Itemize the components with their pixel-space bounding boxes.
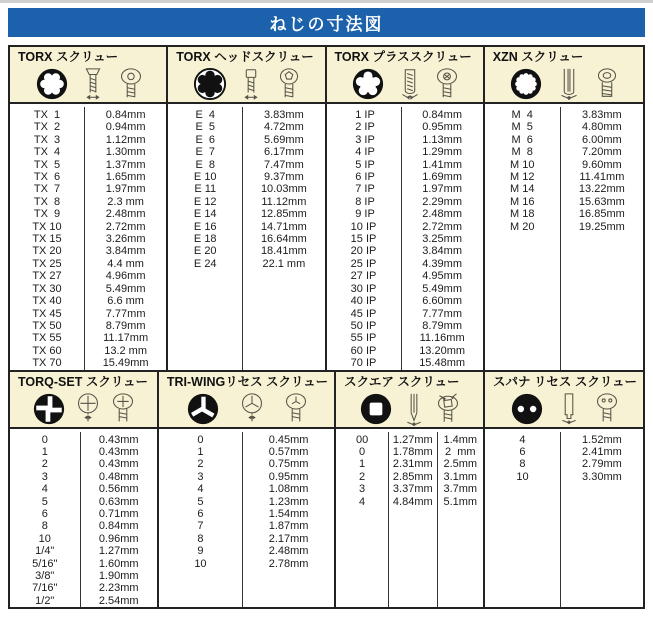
- value-cell: 3.30mm: [582, 470, 622, 483]
- value-cell: 3.37mm: [392, 483, 433, 496]
- value-cell: 3.84mm: [105, 245, 146, 258]
- panel-title: TORX スクリュー: [18, 50, 119, 64]
- value-cell: 0.84mm: [422, 109, 462, 121]
- size-cell: TX 30: [32, 282, 62, 295]
- panel-title: TORX プラススクリュー: [334, 50, 472, 64]
- size-cell: TX 3: [33, 133, 61, 146]
- value-cell: 0.84mm: [105, 109, 146, 121]
- value-cell: 4.84mm: [392, 495, 433, 508]
- panel-square-screw: [336, 372, 485, 608]
- panel-title: スクエア スクリュー: [344, 374, 460, 389]
- size-cell: 1: [359, 458, 366, 471]
- size-cell: 10: [516, 470, 529, 483]
- size-cell: TX 20: [32, 245, 62, 258]
- size-cell: 10: [38, 532, 51, 545]
- panel-title: スパナ リセス スクリュー: [493, 374, 637, 389]
- panel-header: [485, 47, 643, 104]
- size-table-torq-set: [10, 429, 157, 608]
- size-column: [327, 107, 402, 370]
- size-table-torx-plus: [327, 104, 483, 370]
- size-cell: TX 50: [32, 319, 62, 332]
- panel-header: [159, 372, 334, 429]
- value-cell: 5.1mm: [443, 495, 478, 508]
- screw-side-view-icon: [240, 66, 262, 102]
- value-cell: 0.45mm: [268, 433, 309, 446]
- value-cell: 3.26mm: [105, 233, 146, 246]
- value-cell: 2.41mm: [582, 445, 622, 458]
- size-cell: E 18: [193, 233, 217, 246]
- size-cell: TX 60: [32, 344, 62, 357]
- size-cell: M 12: [509, 171, 535, 184]
- size-column: [168, 107, 243, 370]
- torx-plus-recess-icon: [351, 67, 385, 101]
- panel-header: [10, 372, 157, 429]
- screw-side-view-icon: [559, 391, 579, 427]
- size-cell: 9: [197, 545, 204, 558]
- size-cell: 1/4": [35, 545, 55, 558]
- size-cell: E 11: [194, 183, 217, 196]
- size-table-torx: [10, 104, 166, 370]
- value-cell: 0.95mm: [422, 121, 462, 134]
- value-cell: 2.23mm: [98, 582, 139, 595]
- panel-title: TRI-WINGリセス スクリュー: [166, 374, 329, 389]
- size-cell: E 16: [193, 220, 217, 233]
- size-cell: M 6: [511, 133, 533, 146]
- size-cell: 6: [519, 445, 526, 458]
- value-cell: 1.54mm: [268, 507, 309, 520]
- value-cell: 0.84mm: [98, 520, 139, 533]
- value-column: [438, 432, 484, 608]
- value-cell: 1.23mm: [268, 495, 309, 508]
- size-cell: TX 6: [33, 171, 61, 184]
- value-column: [561, 107, 643, 370]
- size-cell: M 16: [509, 195, 535, 208]
- size-cell: 0: [197, 433, 204, 446]
- size-cell: 3: [41, 470, 48, 483]
- value-cell: 3.25mm: [422, 233, 462, 246]
- panel-torx-head-screw: [168, 47, 326, 370]
- value-cell: 0.95mm: [268, 470, 309, 483]
- size-cell: TX 7: [33, 183, 61, 196]
- value-cell: 7.20mm: [581, 146, 622, 159]
- size-cell: TX 5: [33, 158, 61, 171]
- value-cell: 7.77mm: [422, 307, 462, 320]
- value-cell: 6.60mm: [422, 295, 462, 308]
- value-cell: 6.17mm: [264, 146, 304, 159]
- panel-header: [10, 47, 166, 104]
- value-cell: 1.27mm: [98, 545, 139, 558]
- size-cell: 1/2": [35, 594, 55, 607]
- panel-tri-wing-screw: [159, 372, 336, 608]
- value-cell: 1.97mm: [105, 183, 146, 196]
- size-cell: E 24: [193, 257, 217, 270]
- value-cell: 3.1mm: [443, 470, 478, 483]
- value-cell: 1.90mm: [98, 570, 139, 582]
- value-cell: 2.29mm: [422, 195, 462, 208]
- value-cell: 2.5mm: [443, 458, 478, 471]
- value-cell: 4.96mm: [105, 270, 146, 283]
- value-cell: 1.29mm: [422, 146, 462, 159]
- size-cell: M 14: [509, 183, 535, 196]
- size-cell: M 8: [511, 146, 533, 159]
- xzn-spline-icon: [509, 67, 543, 101]
- value-cell: 13.2 mm: [104, 344, 148, 357]
- value-cell: 11.16mm: [419, 332, 465, 345]
- value-cell: 2.72mm: [422, 220, 462, 233]
- value-cell: 6.00mm: [581, 133, 622, 146]
- size-column: [10, 432, 81, 608]
- size-cell: 0: [359, 445, 366, 458]
- size-column: [159, 432, 243, 608]
- size-column: [485, 432, 561, 608]
- size-cell: 45 IP: [350, 307, 377, 320]
- value-cell: 2.17mm: [268, 532, 309, 545]
- size-table-spanner: [485, 429, 643, 608]
- panel-spanner-screw: [485, 372, 643, 608]
- value-cell: 1.30mm: [105, 146, 146, 159]
- size-cell: 10 IP: [350, 220, 377, 233]
- size-cell: M 10: [509, 158, 535, 171]
- panel-torx-screw: [10, 47, 168, 370]
- value-cell: 7.77mm: [105, 307, 146, 320]
- value-cell: 1.69mm: [422, 171, 462, 184]
- value-cell: 1.52mm: [582, 433, 622, 446]
- size-cell: 30 IP: [350, 282, 377, 295]
- page-title: ねじの寸法図: [8, 8, 645, 37]
- size-cell: 70 IP: [350, 357, 377, 370]
- size-cell: 55 IP: [350, 332, 377, 345]
- size-cell: E 12: [193, 195, 217, 208]
- size-cell: 10: [194, 557, 207, 570]
- size-column: [10, 107, 85, 370]
- panel-header: [336, 372, 483, 429]
- table-row-top: [10, 47, 643, 372]
- size-cell: M 18: [509, 208, 535, 221]
- value-column: [389, 432, 437, 608]
- size-cell: TX 15: [32, 233, 62, 246]
- value-cell: 11.17mm: [103, 332, 149, 345]
- panel-icon-row: [18, 65, 160, 103]
- value-cell: 1.41mm: [422, 158, 462, 171]
- size-cell: 5 IP: [352, 158, 375, 171]
- screw-side-view-icon: [557, 66, 581, 102]
- value-cell: 10.03mm: [260, 183, 307, 196]
- torq-set-recess-icon: [32, 392, 66, 426]
- value-cell: 2.48mm: [268, 545, 309, 558]
- size-cell: 4: [519, 433, 526, 446]
- value-column: [81, 432, 157, 608]
- size-cell: 7/16": [32, 582, 58, 595]
- value-cell: 0.63mm: [98, 495, 139, 508]
- value-cell: 4.95mm: [422, 270, 462, 283]
- value-cell: 15.63mm: [578, 195, 625, 208]
- panel-icon-row: [493, 390, 637, 428]
- panel-header: [327, 47, 483, 104]
- screw-side-view-icon: [399, 66, 421, 102]
- value-cell: 3.83mm: [264, 109, 304, 121]
- value-cell: 3.83mm: [581, 109, 622, 121]
- size-cell: 2: [197, 458, 204, 471]
- value-cell: 0.43mm: [98, 433, 139, 446]
- size-cell: 3: [359, 483, 366, 496]
- value-cell: 5.49mm: [422, 282, 462, 295]
- size-cell: 6 IP: [352, 171, 375, 184]
- size-cell: TX 55: [32, 332, 62, 345]
- value-cell: 13.20mm: [419, 344, 466, 357]
- size-cell: E 8: [195, 158, 216, 171]
- value-cell: 9.60mm: [581, 158, 622, 171]
- square-recess-icon: [359, 392, 393, 426]
- value-cell: 19.25mm: [578, 220, 625, 233]
- value-cell: 3.7mm: [443, 483, 478, 496]
- size-cell: 2 IP: [352, 121, 375, 134]
- size-cell: 4: [197, 483, 204, 496]
- value-cell: 1.60mm: [98, 557, 139, 570]
- value-cell: 11.41mm: [579, 171, 625, 184]
- size-cell: 2: [41, 458, 48, 471]
- screw-top-view-icon: [434, 66, 460, 102]
- value-cell: 2.79mm: [582, 458, 622, 471]
- size-table-xzn: [485, 104, 643, 370]
- panel-icon-row: [18, 390, 151, 428]
- size-cell: E 10: [193, 171, 217, 184]
- size-cell: 4: [359, 495, 366, 508]
- size-cell: 8 IP: [352, 195, 375, 208]
- value-cell: 4.80mm: [581, 121, 622, 134]
- size-cell: E 6: [195, 133, 216, 146]
- value-column: [85, 107, 166, 370]
- screw-top-view-icon: [434, 391, 462, 427]
- size-cell: 9 IP: [352, 208, 375, 221]
- panel-header: [168, 47, 324, 104]
- panel-header: [485, 372, 643, 429]
- size-cell: 5: [197, 495, 204, 508]
- value-cell: 4.39mm: [422, 257, 462, 270]
- size-cell: 60 IP: [350, 344, 377, 357]
- size-cell: 4: [41, 483, 48, 496]
- value-cell: 1.37mm: [105, 158, 146, 171]
- value-cell: 0.75mm: [268, 458, 309, 471]
- value-column: [243, 432, 334, 608]
- value-cell: 22.1 mm: [262, 257, 306, 270]
- panel-icon-row: [493, 65, 637, 103]
- size-cell: 3/8": [35, 570, 55, 582]
- value-cell: 16.64mm: [260, 233, 307, 246]
- value-cell: 0.43mm: [98, 445, 139, 458]
- panel-title: XZN スクリュー: [492, 50, 584, 64]
- value-cell: 2.48mm: [105, 208, 146, 221]
- size-column: [336, 432, 389, 608]
- panel-torq-set-screw: [10, 372, 159, 608]
- value-cell: 0.56mm: [98, 483, 139, 496]
- size-cell: 7: [197, 520, 204, 533]
- panel-torx-plus-screw: [327, 47, 485, 370]
- value-cell: 5.69mm: [264, 133, 304, 146]
- value-cell: 9.37mm: [264, 171, 304, 184]
- panel-title: TORQ-SET スクリュー: [18, 374, 148, 389]
- value-cell: 15.49mm: [102, 357, 149, 370]
- size-cell: 20 IP: [350, 245, 377, 258]
- size-cell: 1 IP: [352, 109, 375, 121]
- panel-icon-row: [176, 65, 318, 103]
- size-cell: 4 IP: [352, 146, 375, 159]
- value-cell: 2.3 mm: [107, 195, 144, 208]
- value-column: [243, 107, 324, 370]
- value-cell: 3.84mm: [422, 245, 462, 258]
- size-cell: 8: [197, 532, 204, 545]
- value-cell: 12.85mm: [260, 208, 307, 221]
- panel-title: TORX ヘッドスクリュー: [176, 50, 314, 64]
- size-cell: TX 40: [32, 295, 62, 308]
- table-row-bottom: [10, 372, 643, 608]
- value-cell: 1.78mm: [392, 445, 433, 458]
- size-table-torx-head: [168, 104, 324, 370]
- size-cell: 5/16": [32, 557, 58, 570]
- value-cell: 2 mm: [445, 445, 476, 458]
- size-cell: E 7: [195, 146, 216, 159]
- size-cell: 5: [41, 495, 48, 508]
- value-cell: 1.27mm: [392, 433, 433, 446]
- value-cell: 11.12mm: [261, 195, 307, 208]
- size-cell: 27 IP: [350, 270, 377, 283]
- torx-external-icon: [193, 67, 227, 101]
- size-cell: TX 70: [32, 357, 62, 370]
- size-cell: 25 IP: [350, 257, 377, 270]
- value-cell: 2.48mm: [422, 208, 462, 221]
- screw-top-view-icon: [110, 391, 136, 427]
- size-cell: TX 9: [33, 208, 61, 221]
- value-cell: 18.41mm: [260, 245, 307, 258]
- size-cell: E 14: [193, 208, 217, 221]
- size-cell: TX 1: [33, 109, 61, 121]
- value-cell: 1.08mm: [268, 483, 309, 496]
- size-cell: 15 IP: [350, 233, 377, 246]
- size-cell: M 4: [511, 109, 533, 121]
- size-cell: 8: [41, 520, 48, 533]
- panel-icon-row: [167, 390, 328, 428]
- value-column: [402, 107, 483, 370]
- value-cell: 1.65mm: [105, 171, 146, 184]
- spanner-recess-icon: [510, 392, 544, 426]
- value-cell: 8.79mm: [105, 319, 146, 332]
- value-cell: 1.13mm: [422, 133, 462, 146]
- panel-icon-row: [344, 390, 477, 428]
- size-cell: 8: [519, 458, 526, 471]
- value-cell: 16.85mm: [578, 208, 625, 221]
- value-cell: 4.72mm: [264, 121, 304, 134]
- size-cell: E 4: [195, 109, 216, 121]
- size-column: [485, 107, 561, 370]
- size-cell: TX 45: [32, 307, 62, 320]
- size-cell: TX 27: [32, 270, 62, 283]
- value-cell: 7.47mm: [264, 158, 304, 171]
- size-table-tri-wing: [159, 429, 334, 608]
- value-cell: 2.31mm: [392, 458, 433, 471]
- value-cell: 2.78mm: [268, 557, 309, 570]
- size-cell: 40 IP: [350, 295, 377, 308]
- size-cell: 3: [197, 470, 204, 483]
- value-cell: 6.6 mm: [107, 295, 144, 308]
- value-cell: 15.48mm: [419, 357, 466, 370]
- size-cell: E 20: [193, 245, 217, 258]
- size-cell: M 20: [509, 220, 535, 233]
- value-cell: 1.97mm: [422, 183, 462, 196]
- screw-top-view-icon: [594, 66, 620, 102]
- value-cell: 0.43mm: [98, 458, 139, 471]
- screw-top-view-icon: [594, 391, 620, 427]
- screw-front-view-icon: [75, 391, 101, 427]
- value-cell: 5.49mm: [105, 282, 146, 295]
- value-cell: 1.87mm: [268, 520, 309, 533]
- size-cell: TX 25: [32, 257, 62, 270]
- value-cell: 1.4mm: [443, 433, 478, 446]
- tri-wing-recess-icon: [186, 392, 220, 426]
- value-cell: 0.57mm: [268, 445, 309, 458]
- screw-top-view-icon: [118, 66, 144, 102]
- value-cell: 8.79mm: [422, 319, 462, 332]
- size-cell: TX 4: [33, 146, 61, 159]
- size-cell: 1: [197, 445, 204, 458]
- screw-top-view-icon: [276, 66, 302, 102]
- size-cell: TX 2: [33, 121, 61, 134]
- size-cell: 6: [41, 507, 48, 520]
- value-cell: 13.22mm: [578, 183, 625, 196]
- size-cell: 50 IP: [350, 319, 377, 332]
- value-column: [561, 432, 643, 608]
- size-cell: M 5: [511, 121, 533, 134]
- size-cell: 3 IP: [352, 133, 375, 146]
- value-cell: 1.12mm: [105, 133, 146, 146]
- value-cell: 0.48mm: [98, 470, 139, 483]
- value-cell: 2.85mm: [392, 470, 433, 483]
- screw-side-view-icon: [403, 391, 425, 427]
- size-table-square: [336, 429, 483, 608]
- value-cell: 0.94mm: [105, 121, 146, 134]
- size-cell: TX 10: [32, 220, 62, 233]
- size-cell: 6: [197, 507, 204, 520]
- dimension-table: [8, 45, 645, 609]
- panel-icon-row: [335, 65, 477, 103]
- size-cell: 0: [41, 433, 48, 446]
- size-cell: 1: [41, 445, 48, 458]
- screw-front-view-icon: [239, 391, 265, 427]
- value-cell: 2.72mm: [105, 220, 146, 233]
- panel-xzn-screw: [485, 47, 643, 370]
- size-cell: 7 IP: [352, 183, 375, 196]
- value-cell: 0.96mm: [98, 532, 139, 545]
- value-cell: 14.71mm: [260, 220, 307, 233]
- torx-recess-icon: [35, 67, 69, 101]
- screw-side-view-icon: [82, 66, 104, 102]
- size-cell: 2: [359, 470, 366, 483]
- screw-top-view-icon: [283, 391, 309, 427]
- size-cell: 00: [355, 433, 369, 446]
- value-cell: 2.54mm: [98, 594, 139, 607]
- value-cell: 4.4 mm: [107, 257, 144, 270]
- size-cell: TX 8: [33, 195, 61, 208]
- value-cell: 0.71mm: [98, 507, 139, 520]
- size-cell: E 5: [195, 121, 216, 134]
